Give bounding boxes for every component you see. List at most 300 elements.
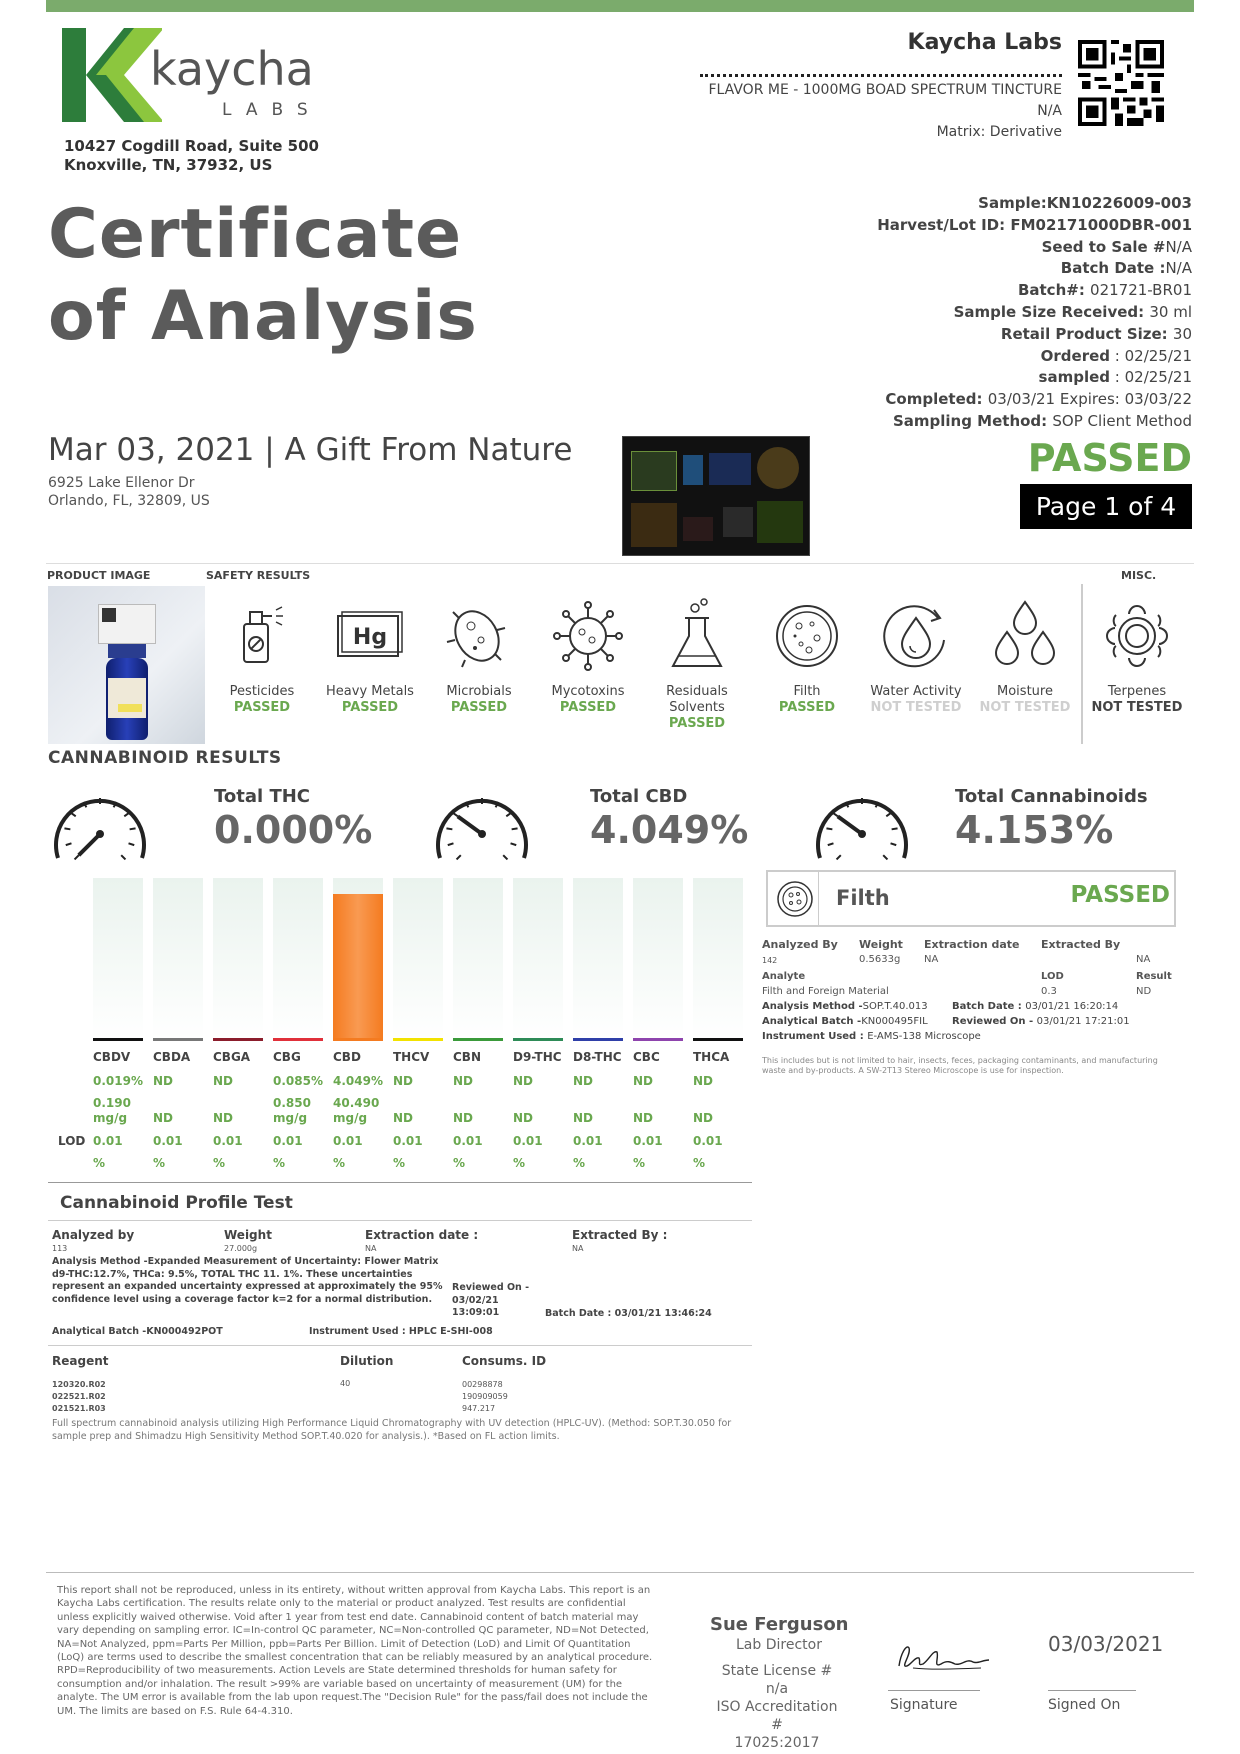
cannabinoid-name: CBD: [333, 1050, 361, 1064]
safety-item-name: Mycotoxins: [551, 684, 625, 699]
profile-batch-label: Analytical Batch -: [52, 1326, 147, 1337]
cannabinoid-name: CBC: [633, 1050, 660, 1064]
director-title: Lab Director: [736, 1637, 822, 1653]
gauge-hub: [478, 830, 486, 838]
safety-item: [861, 596, 971, 716]
sample-info-value: 03/03/21 Expires: 03/03/22: [987, 390, 1192, 409]
cannabinoid-lod: 0.01: [153, 1134, 183, 1148]
sample-info-label: Sample Size Received:: [953, 302, 1150, 321]
bar-slot: [93, 878, 143, 1040]
filth-lod: 0.3: [1041, 986, 1057, 997]
profile-method: Expanded Measurement of Uncertainty: Flower Matrix d9-THC:12.7%, THCa: 9.5%, TOTAL THC 11. 1%. These uncertainties represent an expanded uncertainty expressed at approximately the 95% confidence level using a coverage factor k=2 for a normal distribution.: [52, 1256, 443, 1305]
gauge-tick: [883, 855, 887, 859]
signed-on-line: [1048, 1690, 1136, 1691]
director-name: Sue Ferguson: [710, 1614, 849, 1635]
sample-info-row: [877, 302, 1192, 324]
sample-info-label: Sampling Method:: [892, 411, 1053, 430]
safety-item-result: PASSED: [778, 700, 836, 715]
bar-slot: [213, 878, 263, 1040]
filth-analyzed: 142: [762, 956, 778, 965]
profile-instrument-label: Instrument Used :: [309, 1326, 409, 1337]
bar-slot: [513, 878, 563, 1040]
cannabinoid-results-heading: CANNABINOID RESULTS: [48, 748, 282, 768]
bar-slot: [153, 878, 203, 1040]
profile-reviewed-date: 03/02/21: [452, 1294, 499, 1306]
iso-accreditation: ISO Accreditation #: [716, 1699, 838, 1733]
total-label: Total Cannabinoids: [955, 786, 1148, 807]
cannabinoid-mgg: ND: [393, 1111, 414, 1125]
footer-disclaimer: This report shall not be reproduced, unless in its entirety, without written approval from Kaycha Labs. This report is an Kaycha Labs certification. The results relate only to the material or product analyzed. Test results are confidential unless explicitly waived otherwise. Void after 1 year from test end date. Cannabinoid content of batch material may vary depending on sampling error. IC=In-control QC parameter, NC=Non-controlled QC parameter, ND=Not Detected, NA=Not Analyzed, ppm=Parts Per Million, ppb=Parts Per Billion. Limit of Detection (LoD) and Limit Of Quantitation (LoQ) are terms used to describe the smallest concentration that can be reliably measured by an analytical procedure. RPD=Reproducibility of two measurements. Action Levels are State determined thresholds for human safety for consumption and/or inhalation. The result >99% are variable based on uncertainty of measurement (UM) for the analyte. The UM error is available from the lab upon request.The "Decision Rule" for the pass/fail does not include the UM. The limits are based on F.S. Rule 64-4.310.: [57, 1585, 653, 1717]
logo-wordmark: kaycha: [150, 42, 314, 96]
client-address-line2: Orlando, FL, 32809, US: [48, 493, 210, 509]
sample-info-row: [877, 215, 1192, 237]
total-label: Total CBD: [590, 786, 688, 807]
profile-extracted: NA: [572, 1244, 584, 1253]
profile-analyzed: 113: [52, 1244, 68, 1253]
sample-info-value: SOP Client Method: [1052, 411, 1192, 430]
filth-batch: KN000495FIL: [861, 1016, 928, 1027]
svg-text:Hg: Hg: [352, 625, 388, 650]
signed-date: 03/03/2021: [1048, 1632, 1164, 1656]
bar-baseline: [393, 1038, 443, 1041]
cannabinoid-lod: 0.01: [333, 1134, 363, 1148]
client-address: [48, 474, 210, 510]
product-matrix: Matrix: Derivative: [936, 124, 1062, 140]
consums-item: 947.217: [462, 1404, 496, 1413]
cannabinoid-name: CBG: [273, 1050, 301, 1064]
filth-result: PASSED: [1070, 882, 1170, 908]
gauge-needle: [458, 816, 482, 834]
bar-baseline: [213, 1038, 263, 1041]
droplets-icon: [985, 596, 1065, 676]
safety-item: [207, 596, 317, 716]
filth-analyte: Filth and Foreign Material: [762, 986, 889, 997]
profile-h-extraction: Extraction date :: [365, 1228, 479, 1242]
sample-info-label: Completed:: [885, 390, 988, 409]
filth-extraction: NA: [924, 954, 939, 965]
lab-address-line2: Knoxville, TN, 37932, US: [64, 156, 273, 174]
total-value: 0.000%: [214, 808, 373, 852]
sample-info-label: sampled: [1038, 368, 1111, 387]
total-value: 4.049%: [590, 808, 749, 852]
bar-slot: [693, 878, 743, 1040]
gauge-icon: [48, 784, 152, 864]
consums-header: Consums. ID: [462, 1354, 547, 1368]
client-date-line: Mar 03, 2021 | A Gift From Nature: [48, 432, 573, 468]
lab-name: Kaycha Labs: [907, 30, 1062, 55]
gauge-tick: [130, 828, 136, 829]
product-na: N/A: [1037, 103, 1062, 119]
filth-h-weight: Weight: [859, 938, 903, 951]
gauge-tick: [503, 855, 507, 859]
sample-info-label: Harvest/Lot ID:: [877, 215, 1011, 234]
gauge-tick: [75, 855, 79, 859]
profile-instrument: HPLC E-SHI-008: [408, 1326, 493, 1337]
profile-method-label: Analysis Method -: [52, 1256, 148, 1267]
virus-icon: [548, 596, 628, 676]
profile-h-analyzed: Analyzed by: [52, 1228, 135, 1242]
gauge-tick: [121, 855, 125, 859]
cannabinoid-lod-unit: %: [453, 1156, 466, 1170]
dilution-value: 40: [340, 1379, 351, 1388]
sample-info-value: : 02/25/21: [1110, 368, 1192, 387]
client-address-line1: 6925 Lake Ellenor Dr: [48, 475, 195, 491]
cannabinoid-mgg: ND: [453, 1111, 474, 1125]
gauge-icon: [430, 784, 534, 864]
bar-baseline: [153, 1038, 203, 1041]
cannabinoid-name: CBDA: [153, 1050, 191, 1064]
microbe-icon: [439, 596, 519, 676]
gauge-tick: [512, 828, 518, 829]
safety-item-name: Pesticides: [229, 684, 295, 699]
gauge-tick: [886, 813, 891, 817]
gauge-tick: [71, 813, 76, 817]
profile-weight: 27.000g: [224, 1244, 258, 1253]
safety-item: [533, 596, 643, 716]
flask-icon: [657, 596, 737, 676]
gauge-hub: [96, 830, 104, 838]
sample-info-row: [877, 258, 1192, 280]
cannabinoid-lod-unit: %: [213, 1156, 226, 1170]
sample-info-value: 30 ml: [1149, 302, 1192, 321]
safety-item-name: Microbials: [446, 684, 512, 699]
lab-address: [64, 137, 319, 175]
page-indicator: Page 1 of 4: [1020, 484, 1192, 529]
filth-h-extracted: Extracted By: [1041, 938, 1121, 951]
gauge-tick: [891, 843, 897, 845]
kaycha-k-mark-icon: [62, 28, 162, 122]
cannabinoid-lod: 0.01: [633, 1134, 663, 1148]
kaycha-logo: [62, 28, 322, 123]
misc-divider: [1081, 584, 1083, 744]
sample-info-value: 30: [1172, 324, 1192, 343]
cannabinoid-percent: ND: [213, 1074, 234, 1088]
filth-h-result: Result: [1136, 971, 1172, 982]
state-license: State License # n/a: [721, 1663, 833, 1697]
cannabinoid-name: THCA: [693, 1050, 730, 1064]
cannabinoid-name: CBN: [453, 1050, 481, 1064]
document-title: [48, 194, 478, 358]
sample-info-label: Ordered: [1040, 346, 1111, 365]
cannabinoid-lod: 0.01: [213, 1134, 243, 1148]
sample-info-row: [877, 389, 1192, 411]
gauge-tick: [833, 813, 838, 817]
filth-method-label: Analysis Method -: [762, 1001, 863, 1012]
sample-info-label: Batch#:: [1017, 281, 1091, 300]
bar-baseline: [453, 1038, 503, 1041]
profile-extraction: NA: [365, 1244, 377, 1253]
bar-baseline: [633, 1038, 683, 1041]
bar-slot: [393, 878, 443, 1040]
sample-info-value: FM02171000DBR-001: [1010, 215, 1192, 234]
sample-info-value: 021721-BR01: [1090, 281, 1192, 300]
cannabinoid-lod: 0.01: [393, 1134, 423, 1148]
signed-on-label: Signed On: [1048, 1697, 1121, 1713]
title-line1: Certificate: [48, 195, 463, 274]
sample-info-list: [877, 193, 1192, 433]
lab-address-line1: 10427 Cogdill Road, Suite 500: [64, 137, 319, 155]
cannabinoid-mgg: 0.190: [93, 1096, 131, 1110]
profile-footnote: Full spectrum cannabinoid analysis utilizing High Performance Liquid Chromatography with UV detection (HPLC-UV). (Method: SOP.T.30.050 for sample prep and Shimadzu High Sensitivity Method SOP.T.40.020 for analysis.). *Based on FL action limits.: [52, 1418, 732, 1442]
cannabinoid-percent: 0.019%: [93, 1074, 143, 1088]
product-info: [708, 80, 1062, 143]
gauge-tick: [837, 855, 841, 859]
safety-item-name: Residuals Solvents: [666, 684, 728, 715]
title-line2: of Analysis: [48, 277, 478, 356]
product-image: [48, 586, 205, 744]
gauge-tick: [124, 813, 129, 817]
profile-reviewed-time: 13:09:01: [452, 1307, 500, 1318]
safety-item-result: NOT TESTED: [979, 700, 1071, 715]
filth-batch-label: Analytical Batch -: [762, 1016, 862, 1027]
gauge-tick: [446, 828, 452, 829]
profile-divider: [48, 1220, 752, 1221]
safety-item-name: Terpenes: [1107, 684, 1167, 699]
bar-slot: [273, 878, 323, 1040]
profile-batch-date: 03/01/21 13:46:24: [614, 1308, 712, 1319]
filth-batch-date-label: Batch Date :: [952, 1001, 1026, 1012]
filth-instrument-label: Instrument Used :: [762, 1031, 868, 1042]
safety-item: [315, 596, 425, 716]
bar-cbd: [333, 894, 383, 1040]
cannabinoid-lod-unit: %: [693, 1156, 706, 1170]
safety-item: [642, 596, 752, 732]
bar-baseline: [573, 1038, 623, 1041]
bar-slot: [453, 878, 503, 1040]
filth-note: This includes but is not limited to hair, insects, feces, packaging contaminants, and manufacturing waste and by-products. A SW-2T13 Stereo Microscope is use for inspection.: [762, 1056, 1158, 1075]
cannabinoid-name: THCV: [393, 1050, 430, 1064]
filth-h-extraction: Extraction date: [924, 938, 1020, 951]
cannabinoid-lod: 0.01: [273, 1134, 303, 1148]
safety-item-result: PASSED: [559, 700, 617, 715]
cannabinoid-lod-unit: %: [393, 1156, 406, 1170]
cannabinoid-lod-unit: %: [633, 1156, 646, 1170]
filth-h-analyzed: Analyzed By: [762, 938, 838, 951]
sample-info-row: [877, 367, 1192, 389]
safety-item-result: NOT TESTED: [1091, 700, 1183, 715]
cannabinoid-lod: 0.01: [513, 1134, 543, 1148]
reagent-item: 022521.R02: [52, 1392, 106, 1401]
gauge-icon: [810, 784, 914, 864]
overall-passed-status: PASSED: [1027, 436, 1192, 480]
signature-line: [888, 1690, 980, 1691]
bar-baseline: [693, 1038, 743, 1041]
sample-info-value: N/A: [1165, 237, 1192, 256]
cannabinoid-lod-unit: %: [153, 1156, 166, 1170]
gauge-tick: [64, 828, 70, 829]
bar-baseline: [333, 1038, 383, 1041]
sample-info-label: Retail Product Size:: [1000, 324, 1173, 343]
cannabinoid-lod-unit: %: [273, 1156, 286, 1170]
lod-row-label: LOD: [58, 1134, 86, 1148]
safety-item-result: NOT TESTED: [870, 700, 962, 715]
bar-baseline: [273, 1038, 323, 1041]
logo-subtext: LABS: [222, 100, 322, 120]
filth-title: Filth: [836, 886, 890, 910]
pesticide-sprayer-icon: [222, 596, 302, 676]
reagent-divider: [48, 1345, 752, 1346]
safety-item: [970, 596, 1080, 716]
cannabinoid-mgg-unit: mg/g: [93, 1111, 128, 1125]
cannabinoid-lod-unit: %: [573, 1156, 586, 1170]
cannabinoid-mgg: ND: [513, 1111, 534, 1125]
reagent-item: 120320.R02: [52, 1380, 106, 1389]
bar-slot: [573, 878, 623, 1040]
cannabinoid-mgg: ND: [153, 1111, 174, 1125]
filth-h-analyte: Analyte: [762, 971, 806, 982]
sample-info-label: Sample:: [978, 194, 1047, 212]
gauge-tick: [828, 843, 834, 845]
filth-result-value: ND: [1136, 986, 1152, 997]
profile-h-weight: Weight: [224, 1228, 272, 1242]
cannabinoid-lod-unit: %: [93, 1156, 106, 1170]
safety-item: [1082, 596, 1192, 716]
cannabinoid-lod: 0.01: [573, 1134, 603, 1148]
gauge-tick: [448, 843, 454, 845]
product-name: FLAVOR ME - 1000MG BOAD SPECTRUM TINCTURE: [708, 82, 1062, 98]
safety-results-heading: SAFETY RESULTS: [206, 569, 311, 582]
sample-info-value: : 02/25/21: [1110, 346, 1192, 365]
footer-divider: [46, 1572, 1194, 1573]
total-label: Total THC: [214, 786, 310, 807]
cannabinoid-name: CBGA: [213, 1050, 251, 1064]
bar-baseline: [93, 1038, 143, 1041]
misc-heading: MISC.: [1121, 569, 1157, 582]
safety-item-name: Water Activity: [870, 684, 962, 699]
license-info: [712, 1662, 842, 1752]
filth-h-lod: LOD: [1041, 971, 1064, 982]
cannabinoid-percent: ND: [453, 1074, 474, 1088]
cannabinoid-percent: ND: [393, 1074, 414, 1088]
cannabinoid-mgg: ND: [213, 1111, 234, 1125]
gauge-tick: [826, 828, 832, 829]
cannabinoid-lod: 0.01: [93, 1134, 123, 1148]
safety-item-name: Heavy Metals: [326, 684, 414, 699]
safety-item: [424, 596, 534, 716]
top-accent-bar: [46, 0, 1194, 12]
sample-info-value: N/A: [1165, 259, 1192, 278]
profile-h-extracted: Extracted By :: [572, 1228, 668, 1242]
reagent-header: Reagent: [52, 1354, 109, 1368]
cannabinoid-name: D9-THC: [513, 1050, 562, 1064]
cannabinoid-percent: 4.049%: [333, 1074, 383, 1088]
product-image-heading: PRODUCT IMAGE: [47, 569, 151, 582]
gauge-tick: [66, 843, 72, 845]
cannabinoid-mgg: ND: [633, 1111, 654, 1125]
safety-item-name: Filth: [793, 684, 821, 699]
filth-instrument: E-AMS-138 Microscope: [867, 1031, 981, 1042]
filth-weight: 0.5633g: [859, 954, 901, 965]
heavy-metals-hg-icon: [330, 596, 410, 676]
bar-slot: [633, 878, 683, 1040]
cannabinoid-mgg: 40.490: [333, 1096, 380, 1110]
dotted-divider: [700, 74, 1062, 77]
profile-batch: KN000492POT: [146, 1326, 223, 1337]
cannabinoid-percent: ND: [693, 1074, 714, 1088]
consums-item: 190909059: [462, 1392, 508, 1401]
gauge-needle: [838, 816, 862, 834]
reagent-list: [52, 1379, 106, 1415]
qr-code-icon[interactable]: [1078, 40, 1164, 126]
sample-info-label: Batch Date :: [1060, 259, 1166, 278]
bar-baseline: [513, 1038, 563, 1041]
cannabinoid-lod: 0.01: [693, 1134, 723, 1148]
gauge-tick: [453, 813, 458, 817]
filth-batch-date: 03/01/21 16:20:14: [1025, 1001, 1119, 1012]
consums-list: [462, 1379, 508, 1415]
signature-label: Signature: [890, 1697, 958, 1713]
gauge-needle: [79, 834, 100, 855]
gauge-tick: [129, 843, 135, 845]
filth-method: SOP.T.40.013: [862, 1001, 928, 1012]
cannabinoid-percent: ND: [573, 1074, 594, 1088]
filth-reviewed: 03/01/21 17:21:01: [1036, 1016, 1130, 1027]
safety-item-result: PASSED: [233, 700, 291, 715]
sample-info-label: Seed to Sale #: [1041, 237, 1166, 256]
cannabinoid-percent: ND: [513, 1074, 534, 1088]
flower-icon: [1097, 596, 1177, 676]
safety-item-name: Moisture: [997, 684, 1053, 699]
cannabinoid-name: CBDV: [93, 1050, 131, 1064]
reagent-item: 021521.R03: [52, 1404, 106, 1413]
cannabinoid-mgg: 0.850: [273, 1096, 311, 1110]
chart-bottom-divider: [48, 1182, 752, 1183]
filth-reviewed-label: Reviewed On -: [952, 1016, 1037, 1027]
cannabinoid-percent: ND: [153, 1074, 174, 1088]
cannabinoid-lod: 0.01: [453, 1134, 483, 1148]
cannabinoid-percent: 0.085%: [273, 1074, 323, 1088]
cannabinoid-name: D8-THC: [573, 1050, 622, 1064]
client-logo-image: [622, 436, 810, 556]
divider: [46, 563, 1194, 564]
petri-dish-icon: [776, 880, 814, 918]
gauge-tick: [511, 843, 517, 845]
profile-details: [52, 1226, 752, 1346]
gauge-hub: [858, 830, 866, 838]
sample-info-row: [877, 346, 1192, 368]
water-drop-icon: [876, 596, 956, 676]
cannabinoid-mgg-unit: mg/g: [273, 1111, 308, 1125]
safety-item-result: PASSED: [450, 700, 508, 715]
petri-dish-icon: [767, 596, 847, 676]
total-value: 4.153%: [955, 808, 1114, 852]
safety-item: [752, 596, 862, 716]
cannabinoid-percent: ND: [633, 1074, 654, 1088]
consums-item: 00298878: [462, 1380, 503, 1389]
filth-extracted: NA: [1136, 954, 1151, 965]
iso-number: 17025:2017: [734, 1735, 820, 1751]
cannabinoid-mgg: ND: [693, 1111, 714, 1125]
profile-reviewed-label: Reviewed On -: [452, 1282, 530, 1293]
cannabinoid-mgg: ND: [573, 1111, 594, 1125]
signature-icon: [893, 1638, 993, 1674]
sample-info-row: [877, 324, 1192, 346]
cannabinoid-lod-unit: %: [513, 1156, 526, 1170]
dilution-header: Dilution: [340, 1354, 394, 1368]
gauge-tick: [457, 855, 461, 859]
cannabinoid-lod-unit: %: [333, 1156, 346, 1170]
safety-item-result: PASSED: [668, 716, 726, 731]
profile-batch-date-label: Batch Date :: [545, 1308, 615, 1319]
profile-title: Cannabinoid Profile Test: [60, 1193, 293, 1213]
sample-info-row: [877, 411, 1192, 433]
safety-item-result: PASSED: [341, 700, 399, 715]
sample-info-value: KN10226009-003: [1046, 194, 1192, 212]
filth-panel-header: [766, 870, 1176, 927]
gauge-tick: [506, 813, 511, 817]
sample-info-row: [877, 193, 1192, 215]
sample-info-row: [877, 280, 1192, 302]
